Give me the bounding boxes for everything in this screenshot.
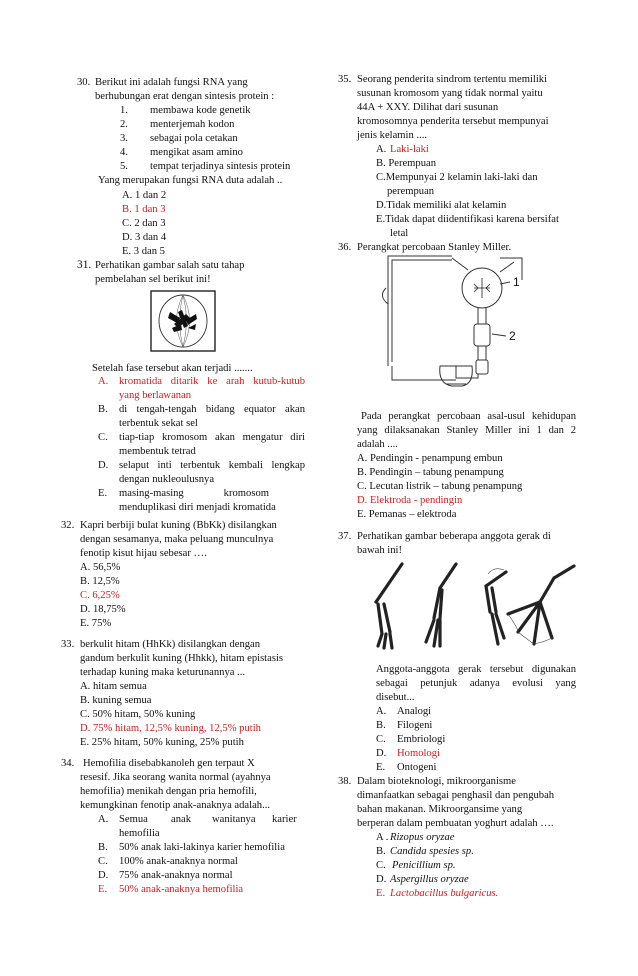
question-text: Seorang penderita sindrom tertentu memiliki xyxy=(357,74,548,85)
question-number: 33. xyxy=(61,639,75,650)
option-a-text: kromatida ditarik ke arah kutub-kutub xyxy=(119,376,305,387)
question-number: 31. xyxy=(77,259,92,271)
question-text: dengan sesamanya, maka peluang munculnya xyxy=(80,534,274,545)
option-d: D. 3 dan 4 xyxy=(122,232,167,243)
option-a-word: anak xyxy=(171,814,191,825)
question-text: gandum berkulit kuning (Hhkk), hitam epistasis xyxy=(80,653,284,664)
option-d: D. 75% hitam, 12,5% kuning, 12,5% putih xyxy=(80,723,261,734)
option-a-word: Semua xyxy=(119,814,148,825)
option-c-letter: C. xyxy=(376,734,386,745)
option-d: D. Elektroda - pendingin xyxy=(357,495,463,506)
question-number: 35. xyxy=(338,74,352,85)
question-text: kromosomnya penderita tersebut mempunyai xyxy=(357,116,549,127)
option-b-letter: B. xyxy=(98,842,108,853)
option-e: E.Tidak dapat diidentifikasi karena bersifat xyxy=(376,214,559,225)
option-d: D. 18,75% xyxy=(80,604,126,615)
option-c: C. 6,25% xyxy=(80,590,120,601)
option-e-letter: E. xyxy=(376,888,386,899)
question-prompt: sebagai petunjuk adanya evolusi yang xyxy=(376,678,576,689)
option-c: C. 2 dan 3 xyxy=(122,218,166,229)
question-text: Dalam bioteknologi, mikroorganisme xyxy=(357,776,516,787)
option-a-text: Laki-laki xyxy=(390,144,429,155)
option-d-text: Homologi xyxy=(397,748,440,759)
option-b: B. kuning semua xyxy=(80,695,152,706)
option-a: A. 1 dan 2 xyxy=(122,190,167,201)
question-text: kemungkinan fenotip anak-anaknya adalah... xyxy=(80,800,271,811)
stanley-miller-apparatus-image xyxy=(382,254,542,390)
option-c: C. Lecutan listrik – tabung penampung xyxy=(357,481,523,492)
option-a-letter: A. xyxy=(98,376,109,387)
option-a: A. Pendingin - penampung embun xyxy=(357,453,503,464)
question-text: Perangkat percobaan Stanley Miller. xyxy=(357,242,512,253)
question-prompt: yang dilaksanakan Stanley Miller ini 1 dan 2 xyxy=(357,425,576,436)
item-number: 1. xyxy=(120,105,128,116)
option-b-text: Filogeni xyxy=(397,720,433,731)
option-c-letter: C. xyxy=(376,860,386,871)
option-e-text: menduplikasi diri menjadi kromatida xyxy=(119,502,276,513)
option-c-text: 100% anak-anaknya normal xyxy=(119,856,238,867)
option-d-letter: D. xyxy=(376,874,387,885)
question-number: 38. xyxy=(338,776,352,787)
figure-label-1: 1 xyxy=(513,275,520,289)
option-e-letter: E. xyxy=(98,884,108,895)
question-text: berkulit hitam (HhKk) disilangkan dengan xyxy=(80,639,261,650)
option-c: C. 50% hitam, 50% kuning xyxy=(80,709,196,720)
question-number: 36. xyxy=(338,242,352,253)
option-c-text: perempuan xyxy=(387,186,435,197)
question-prompt: Pada perangkat percobaan asal-usul kehidupan xyxy=(361,411,576,422)
option-e: E. 75% xyxy=(80,618,112,629)
option-b-text: terbentuk sekat sel xyxy=(119,418,198,429)
item-number: 2. xyxy=(120,119,128,130)
option-d-text: dengan nukleoulusnya xyxy=(119,474,215,485)
question-text: jenis kelamin .... xyxy=(357,130,428,141)
option-a-text: Analogi xyxy=(397,706,432,717)
question-text: 44A + XXY. Dilihat dari susunan xyxy=(357,102,499,113)
question-text: Kapri berbiji bulat kuning (BbKk) disilangkan xyxy=(80,520,277,531)
option-a: A. 56,5% xyxy=(80,562,121,573)
option-a-text: Rizopus oryzae xyxy=(390,832,455,843)
option-e-letter: E. xyxy=(376,762,386,773)
question-text: terhadap kuning maka keturunannya ... xyxy=(80,667,246,678)
item-text: tempat terjadinya sintesis protein xyxy=(150,161,291,172)
cell-division-image xyxy=(150,290,216,352)
option-e: E. 3 dan 5 xyxy=(122,246,165,257)
option-a-text: yang berlawanan xyxy=(119,390,192,401)
option-c: C.Mempunyai 2 kelamin laki-laki dan xyxy=(376,172,538,183)
option-e-text: masing-masing kromosom xyxy=(119,488,269,499)
figure-label-2: 2 xyxy=(509,329,516,343)
option-b-letter: B. xyxy=(376,846,386,857)
option-c-letter: C. xyxy=(98,432,108,443)
option-c-text: Penicillium sp. xyxy=(392,860,456,871)
question-text: berperan dalam pembuatan yoghurt adalah …. xyxy=(357,818,554,829)
question-text: dimanfaatkan sebagai penghasil dan pengubah xyxy=(357,790,555,801)
question-prompt: Yang merupakan fungsi RNA duta adalah .. xyxy=(98,175,283,186)
option-d-letter: D. xyxy=(376,748,387,759)
option-c-text: Embriologi xyxy=(397,734,446,745)
option-b-text: Candida spesies sp. xyxy=(390,846,474,857)
option-a-letter: A. xyxy=(98,814,109,825)
question-text: bahan makanan. Mikroorgansime yang xyxy=(357,804,523,815)
option-b-text: di tengah-tengah bidang equator akan xyxy=(119,404,305,415)
option-a-word: wanitanya xyxy=(212,814,256,825)
option-b-letter: B. xyxy=(98,404,108,415)
option-d-text: selaput inti terbentuk kembali lengkap xyxy=(119,460,305,471)
option-d-text: Aspergillus oryzae xyxy=(390,874,469,885)
question-text: Hemofilia disebabkanoleh gen terpaut X xyxy=(83,758,255,769)
item-text: sebagai pola cetakan xyxy=(150,133,238,144)
option-a-text: hemofilia xyxy=(119,828,160,839)
option-c-text: membentuk tetrad xyxy=(119,446,196,457)
option-b: B. Perempuan xyxy=(376,158,437,169)
question-prompt: disebut... xyxy=(376,692,415,703)
option-b: B. Pendingin – tabung penampung xyxy=(357,467,504,478)
option-a-word: karier xyxy=(272,814,297,825)
question-number: 30. xyxy=(77,77,91,88)
question-prompt: Anggota-anggota gerak tersebut digunakan xyxy=(376,664,576,675)
question-text: bawah ini! xyxy=(357,545,403,556)
question-text: pembelahan sel berikut ini! xyxy=(95,274,211,285)
question-text: berhubungan erat dengan sintesis protein : xyxy=(95,91,275,102)
limb-bones-image xyxy=(368,558,584,650)
question-text: susunan kromosom yang tidak normal yaitu xyxy=(357,88,543,99)
question-text: hemofilia) menikah dengan pria hemofili, xyxy=(80,786,257,797)
question-text: fenotip kisut hijau sebesar …. xyxy=(80,548,207,559)
item-text: menterjemah kodon xyxy=(150,119,235,130)
option-b-letter: B. xyxy=(376,720,386,731)
item-number: 4. xyxy=(120,147,128,158)
option-c-letter: C. xyxy=(98,856,108,867)
option-e: E. 25% hitam, 50% kuning, 25% putih xyxy=(80,737,244,748)
option-d-text: 75% anak-anaknya normal xyxy=(119,870,233,881)
option-b: B. 1 dan 3 xyxy=(122,204,166,215)
option-a-letter: A. xyxy=(376,144,387,155)
option-e-text: 50% anak-anaknya hemofilia xyxy=(119,884,244,895)
item-text: membawa kode genetik xyxy=(150,105,251,116)
option-a-letter: A. xyxy=(376,706,387,717)
option-e-text: Ontogeni xyxy=(397,762,437,773)
question-text: Berikut ini adalah fungsi RNA yang xyxy=(95,77,248,88)
option-e-text: Lactobacillus bulgaricus. xyxy=(390,888,499,899)
option-e-text: letal xyxy=(390,228,409,239)
option-a: A. hitam semua xyxy=(80,681,147,692)
question-prompt: Setelah fase tersebut akan terjadi ....... xyxy=(92,363,253,374)
question-number: 34. xyxy=(61,758,75,769)
item-number: 3. xyxy=(120,133,128,144)
option-d-letter: D. xyxy=(98,870,109,881)
option-e: E. Pemanas – elektroda xyxy=(357,509,457,520)
item-number: 5. xyxy=(120,161,128,172)
item-text: mengikat asam amino xyxy=(150,147,243,158)
question-number: 37. xyxy=(338,531,352,542)
question-number: 32. xyxy=(61,520,75,531)
option-b-text: 50% anak laki-lakinya karier hemofilia xyxy=(119,842,285,853)
question-prompt: adalah .... xyxy=(357,439,398,450)
option-a-letter: A . xyxy=(376,832,389,843)
question-text: Perhatikan gambar beberapa anggota gerak di xyxy=(357,531,551,542)
option-c-text: tiap-tiap kromosom akan mengatur diri xyxy=(119,432,305,443)
question-text: resesif. Jika seorang wanita normal (ayahnya xyxy=(80,772,271,783)
question-text: Perhatikan gambar salah satu tahap xyxy=(95,260,245,271)
option-e-letter: E. xyxy=(98,488,108,499)
option-b: B. 12,5% xyxy=(80,576,120,587)
option-d-letter: D. xyxy=(98,460,109,471)
option-d: D.Tidak memiliki alat kelamin xyxy=(376,200,507,211)
